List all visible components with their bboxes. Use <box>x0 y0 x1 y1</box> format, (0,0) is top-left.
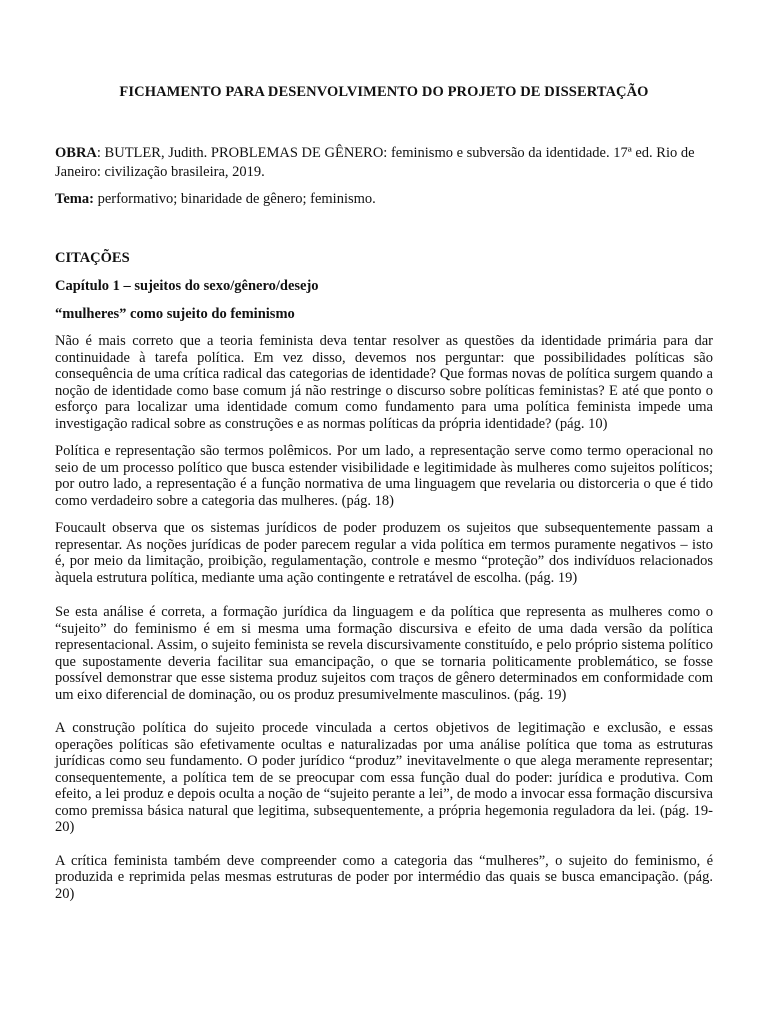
document-title: FICHAMENTO PARA DESENVOLVIMENTO DO PROJETO DE DISSERTAÇÃO <box>119 84 649 100</box>
quote-paragraph: Política e representação são termos polêmicos. Por um lado, a representação serve como termo operacional no seio de um processo político que busca estender visibilidade e legitimidade às mulheres como sujeitos políticos; por outro lado, a representação é a função normativa de uma linguagem que revelaria ou distorceria o que é tido como verdadeiro sobre a categoria das mulheres. (pág. 18) <box>55 443 713 509</box>
chapter-heading: Capítulo 1 – sujeitos do sexo/gênero/desejo <box>55 278 319 294</box>
quote-paragraph: Se esta análise é correta, a formação jurídica da linguagem e da política que representa as mulheres como o “sujeito” do feminismo é em si mesma uma formação discursiva e efeito de uma dada versão da política representacional. Assim, o sujeito feminista se revela discursivamente constituído, e pelo próprio sistema político que supostamente deveria facilitar sua emancipação, o que se tornaria politicamente problemático, se fosse possível demonstrar que esse sistema produz sujeitos com traços de gênero determinados em conformidade com um eixo diferencial de dominação, ou os produz presumivelmente masculinos. (pág. 19) <box>55 604 713 703</box>
obra-label: OBRA <box>55 145 97 161</box>
subsection-heading: “mulheres” como sujeito do feminismo <box>55 306 295 322</box>
obra-text: : BUTLER, Judith. PROBLEMAS DE GÊNERO: feminismo e subversão da identidade. 17ª ed. Rio de Janeiro: civilização brasileira, 2019. <box>55 145 695 180</box>
quote-paragraph: Não é mais correto que a teoria feminista deva tentar resolver as questões da identidade primária para dar continuidade à tarefa política. Em vez disso, devemos nos perguntar: que possibilidades políticas são consequência de uma crítica radical das categorias de identidade? Que formas novas de política surgem quando a noção de identidade como base comum já não restringe o discurso sobre políticas feministas? E até que ponto o esforço para localizar uma identidade comum como fundamento para uma política feminista impede uma investigação radical sobre as construções e as normas políticas da própria identidade? (pág. 10) <box>55 333 713 432</box>
quote-paragraph: A crítica feminista também deve compreender como a categoria das “mulheres”, o sujeito do feminismo, é produzida e reprimida pelas mesmas estruturas de poder por intermédio das quais se busca emancipação. (pág. 20) <box>55 852 713 902</box>
citacoes-heading: CITAÇÕES <box>55 250 130 266</box>
quote-paragraph: Foucault observa que os sistemas jurídicos de poder produzem os sujeitos que subsequentemente passam a representar. As noções jurídicas de poder parecem regular a vida política em termos puramente negativos – isto é, por meio da limitação, proibição, regulamentação, controle e mesmo “proteção” dos indivíduos relacionados àquela estrutura política, mediante uma ação contingente e retratável de escolha. (pág. 19) <box>55 520 713 586</box>
tema-text: performativo; binaridade de gênero; feminismo. <box>93 191 376 207</box>
tema-line <box>55 190 713 209</box>
obra-reference <box>55 144 713 182</box>
quote-paragraph: A construção política do sujeito procede vinculada a certos objetivos de legitimação e exclusão, e essas operações políticas são efetivamente ocultas e naturalizadas por uma análise política que toma as estruturas jurídicas como seu fundamento. O poder jurídico “produz” inevitavelmente o que alega meramente representar; consequentemente, a política tem de se preocupar com essa função dual do poder: jurídica e produtiva. Com efeito, a lei produz e depois oculta a noção de “sujeito perante a lei”, de modo a invocar essa formação discursiva como premissa básica natural que legitima, subsequentemente, a própria hegemonia reguladora da lei. (pág. 19-20) <box>55 720 713 835</box>
tema-label: Tema: <box>55 191 94 207</box>
